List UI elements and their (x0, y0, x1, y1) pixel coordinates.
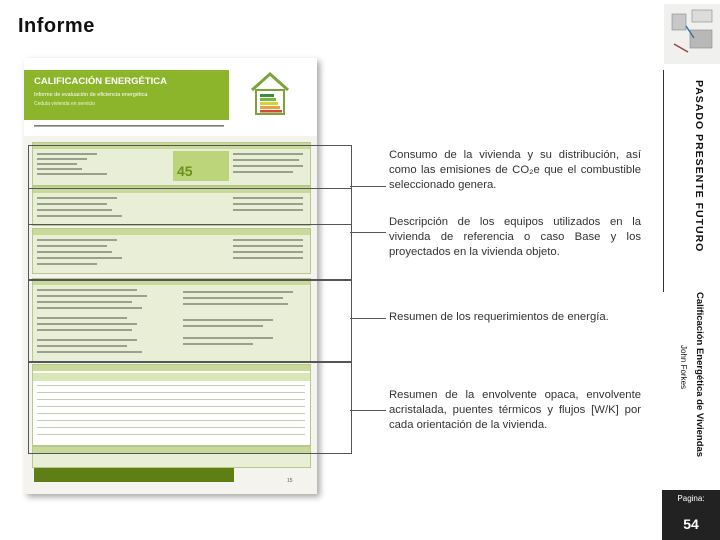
report-title: CALIFICACIÓN ENERGÉTICA (34, 76, 167, 87)
leader-line (350, 318, 386, 319)
page-label: Pagina: (677, 494, 705, 503)
leader-line (350, 232, 386, 233)
report-info-line (34, 124, 234, 129)
timeline-divider (663, 70, 664, 292)
page-title: Informe (18, 15, 95, 37)
callout-box-equipment (28, 188, 352, 280)
right-sidebar (662, 0, 720, 540)
callout-text-requirements: Resumen de los requerimientos de energía. (389, 311, 609, 323)
callout-text-envelope: Resumen de la envolvente opaca, envolvente acristalada, puentes térmicos y flujos [W/K] por cada orientación de la vivienda. (389, 389, 641, 431)
consumption-kpi: 45 (177, 163, 193, 179)
leader-line (350, 186, 386, 187)
report-subtitle: Informe de evaluación de eficiencia energética (34, 92, 148, 98)
report-page-number: 15 (287, 478, 293, 484)
page-indicator (662, 490, 720, 540)
callout-box-requirements (28, 280, 352, 362)
callout-text-equipment: Descripción de los equipos utilizados en la vivienda de referencia o caso Base y los proyectados en la vivienda objeto. (389, 216, 641, 258)
leader-line (350, 410, 386, 411)
house-logo-icon (246, 68, 294, 118)
report-footer-band (34, 468, 234, 482)
report-subtitle-2: Cedula vivienda en servicio (34, 101, 95, 107)
callout-text-consumption: Consumo de la vivienda y su distribución, así como las emisiones de CO₂e que el combustible seleccionado genera. (389, 149, 641, 191)
report-title-band (24, 70, 229, 120)
callout-box-envelope (28, 362, 352, 454)
author-name: John Forkes (679, 345, 688, 390)
timeline-label: PASADO PRESENTE FUTURO (693, 80, 705, 253)
page-number: 54 (683, 516, 699, 532)
equipment-illustration-icon (664, 4, 720, 64)
course-title: Calificación Energética de Viviendas (694, 292, 705, 458)
info-line-graphic (34, 124, 234, 128)
